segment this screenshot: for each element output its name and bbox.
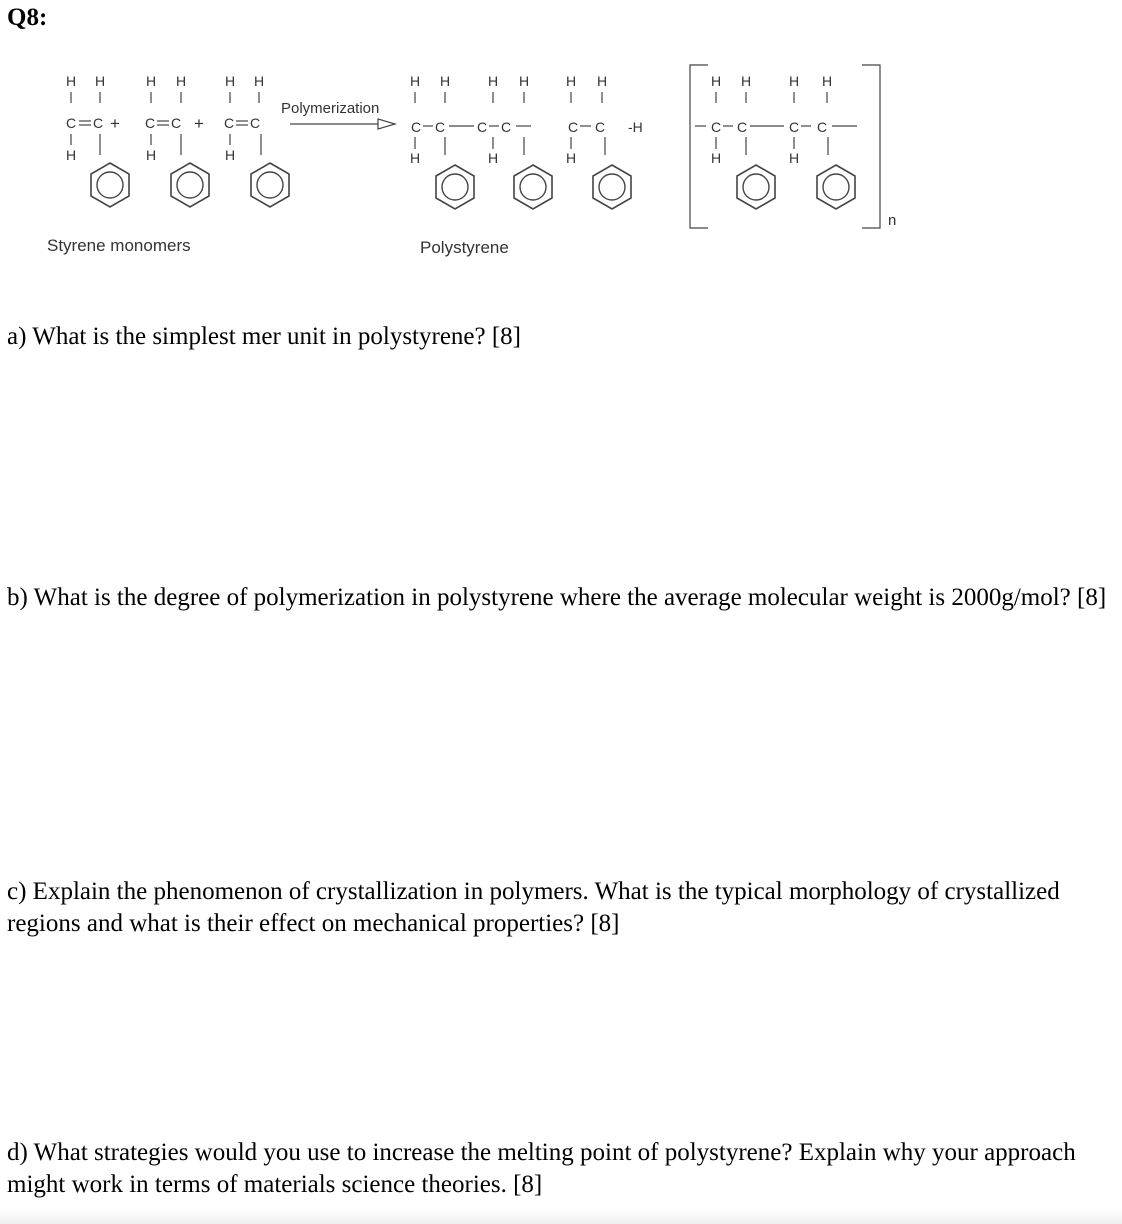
carbon-atom: C [250, 115, 261, 131]
polystyrene-chain [410, 73, 643, 209]
question-d: d) What strategies would you use to increase the melting point of polystyrene? Explain why your approach might work in terms of materials science theories. [8] [7, 1139, 1076, 1198]
carbon-atom: C [411, 119, 422, 135]
hydrogen-atom: H [566, 73, 577, 89]
carbon-atom: C [224, 115, 235, 131]
question-a: a) What is the simplest mer unit in polystyrene? [8] [7, 323, 522, 350]
hydrogen-atom: H [789, 73, 800, 89]
question-c: c) Explain the phenomenon of crystallization in polymers. What is the typical morphology of crystallized regions and what is their effect on mechanical properties? [8] [7, 878, 1060, 937]
carbon-atom: C [93, 115, 104, 131]
styrene-monomers-caption: Styrene monomers [47, 236, 191, 255]
plus-sign: + [110, 114, 120, 133]
styrene-monomers [66, 73, 289, 207]
hydrogen-atom: H [66, 147, 77, 163]
hydrogen-atom: H [822, 73, 833, 89]
carbon-atom: C [817, 119, 828, 135]
hydrogen-atom: H [146, 147, 157, 163]
hydrogen-atom: H [225, 147, 236, 163]
polystyrene-caption: Polystyrene [420, 238, 509, 257]
hydrogen-atom: H [225, 73, 236, 89]
carbon-atom: C [477, 119, 488, 135]
carbon-atom: C [568, 119, 579, 135]
carbon-atom: C [145, 115, 156, 131]
hydrogen-atom: H [66, 73, 77, 89]
hydrogen-atom: H [254, 73, 265, 89]
hydrogen-atom: H [146, 73, 157, 89]
hydrogen-atom: H [410, 150, 421, 166]
plus-sign: + [194, 114, 204, 133]
hydrogen-atom: H [741, 73, 752, 89]
hydrogen-atom: H [440, 73, 451, 89]
carbon-atom: C [171, 115, 182, 131]
carbon-atom: C [711, 119, 722, 135]
page-bottom-edge [0, 1208, 1122, 1224]
carbon-atom: C [789, 119, 800, 135]
hydrogen-atom: H [488, 73, 499, 89]
carbon-atom: C [435, 119, 446, 135]
question-number: Q8: [7, 4, 48, 31]
hydrogen-atom: H [176, 73, 187, 89]
hydrogen-atom: H [711, 150, 722, 166]
carbon-atom: C [737, 119, 748, 135]
hydrogen-atom: H [597, 73, 608, 89]
hydrogen-atom: H [95, 73, 106, 89]
hydrogen-atom: H [789, 150, 800, 166]
atom-label: -H [628, 119, 643, 135]
hydrogen-atom: H [711, 73, 722, 89]
hydrogen-atom: H [566, 150, 577, 166]
reaction-arrow [290, 119, 395, 129]
hydrogen-atom: H [519, 73, 530, 89]
hydrogen-atom: H [410, 73, 421, 89]
carbon-atom: C [595, 119, 606, 135]
reaction-label: Polymerization [281, 100, 380, 117]
carbon-atom: C [501, 119, 512, 135]
question-b: b) What is the degree of polymerization in polystyrene where the average molecular weight is 2000g/mol? [8] [7, 584, 1107, 611]
subscript-n: n [888, 212, 897, 229]
repeat-unit [690, 65, 896, 229]
hydrogen-atom: H [488, 150, 499, 166]
carbon-atom: C [66, 115, 77, 131]
polymerization-figure [0, 55, 1122, 275]
